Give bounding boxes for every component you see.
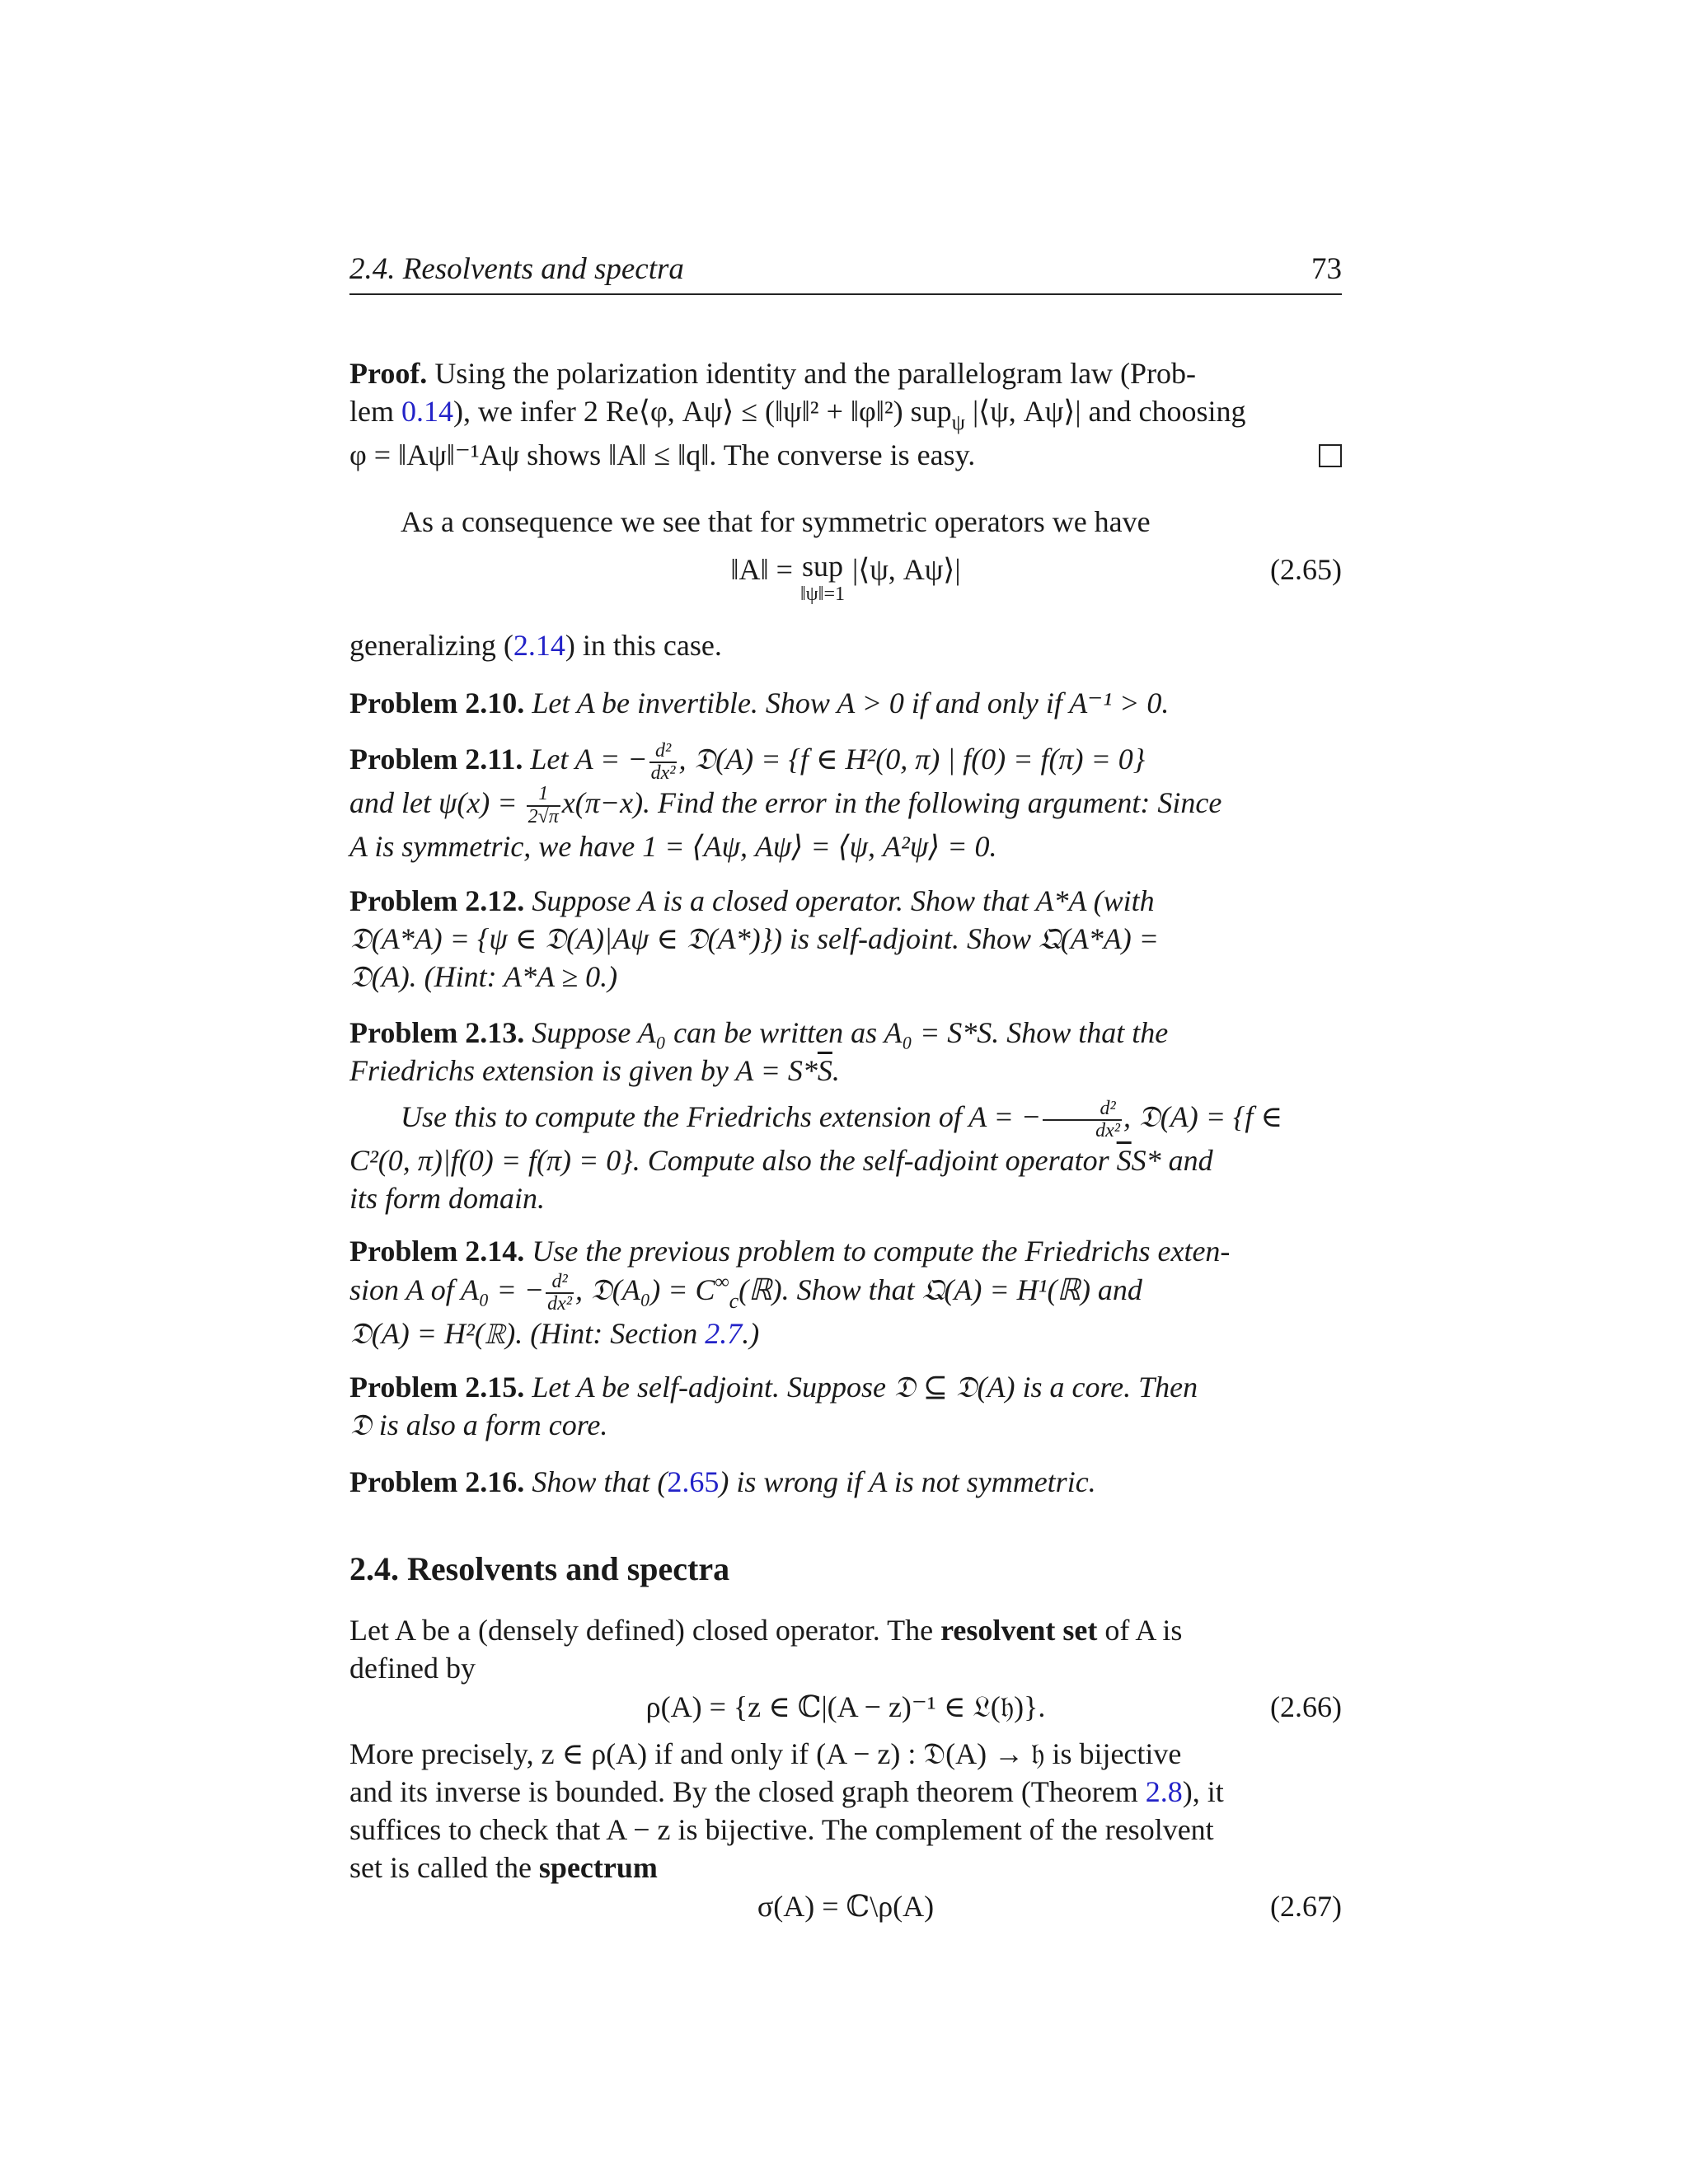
problem-2-14-sub: c (729, 1289, 739, 1314)
generalizing-paragraph (349, 626, 1342, 664)
sup-operator (800, 551, 845, 605)
resolvent-l1b: of A is (1097, 1614, 1183, 1647)
proof-paragraph (349, 354, 1342, 474)
problem-2-13-l5: its form domain. (349, 1182, 546, 1216)
problem-2-14-l2c: (ℝ). Show that 𝔔(A) = H¹(ℝ) and (738, 1273, 1142, 1307)
problem-2-14-l1: Use the previous problem to compute the Friedrichs exten- (532, 1235, 1231, 1268)
generalizing-pre: generalizing ( (349, 629, 513, 662)
resolvent-set-term: resolvent set (940, 1614, 1098, 1647)
problem-2-16-label: Problem 2.16. (349, 1465, 525, 1498)
problem-2-13-l4a: C²(0, π)|f(0) = f(π) = 0}. Compute also the self-adjoint operator (349, 1144, 1117, 1178)
consequence-paragraph (349, 503, 1342, 541)
fraction-1-2sqrtpi (527, 784, 560, 827)
problem-2-13-overline-s-2: $\overline{S}$ (1116, 1144, 1132, 1178)
problem-2-12 (349, 882, 1342, 996)
page-number: 73 (1311, 251, 1342, 286)
fraction-d2-dx2 (649, 741, 678, 784)
problem-2-15-l1: Let A be self-adjoint. Suppose 𝔇 ⊆ 𝔇(A) is a core. Then (532, 1371, 1198, 1404)
equation-number-2-66: (2.66) (1270, 1690, 1342, 1723)
problem-2-11-l3: A is symmetric, we have 1 = ⟨Aψ, Aψ⟩ = ⟨ψ, A²ψ⟩ = 0. (349, 829, 997, 863)
proof-line-2-end: |⟨ψ, Aψ⟩| and choosing (964, 395, 1246, 429)
equation-number-2-67: (2.67) (1270, 1890, 1342, 1923)
problem-2-13-l2b: . (832, 1054, 840, 1088)
problem-2-10-label: Problem 2.10. (349, 687, 525, 719)
eq-265-lhs: ‖A‖ = (730, 553, 800, 586)
problem-2-15-label: Problem 2.15. (349, 1371, 525, 1404)
frac-num: d² (649, 741, 678, 763)
equation-2-66-math: ρ(A) = {z ∈ ℂ|(A − z)⁻¹ ∈ 𝔏(𝔥)}. (645, 1690, 1046, 1723)
equation-2-66 (349, 1688, 1342, 1737)
sup-limit: ‖ψ‖=1 (799, 583, 845, 605)
problem-2-13-label: Problem 2.13. (349, 1016, 525, 1049)
running-header-section: 2.4. Resolvents and spectra (349, 251, 684, 286)
problem-2-12-label: Problem 2.12. (349, 884, 525, 917)
problem-2-16-pre: Show that ( (532, 1465, 668, 1498)
generalizing-post: ) in this case. (565, 629, 722, 662)
precisely-l2b: ), it (1182, 1775, 1224, 1809)
section-heading: 2.4. Resolvents and spectra (349, 1550, 730, 1587)
problem-2-15-l2: 𝔇 is also a form core. (349, 1408, 608, 1442)
problem-2-14-l3b: .) (742, 1317, 760, 1351)
fraction-d2-dx2-c (546, 1272, 574, 1315)
precisely-l4a: set is called the (349, 1851, 539, 1885)
problem-2-12-l2: 𝔇(A*A) = {ψ ∈ 𝔇(A)|Aψ ∈ 𝔇(A*)}) is self-adjoint. Show 𝔔(A*A) = (349, 922, 1159, 956)
problem-2-13-l1: Suppose A₀ can be written as A₀ = S*S. Show that the (532, 1016, 1169, 1049)
problem-2-13 (349, 1014, 1342, 1217)
problem-2-14-l2a: sion A of A₀ = − (349, 1273, 545, 1307)
frac2-den: 2√π (528, 805, 559, 827)
precisely-l1: More precisely, z ∈ ρ(A) if and only if (A − z) : 𝔇(A) → 𝔥 is bijective (349, 1737, 1182, 1770)
frac-den-c: dx² (547, 1292, 573, 1315)
problem-2-11-l1b: , 𝔇(A) = {f ∈ H²(0, π) | f(0) = f(π) = 0} (678, 743, 1146, 776)
problem-2-11-l2b: x(π−x). Find the error in the following argument: Since (561, 785, 1222, 819)
problem-2-13-l3a: Use this to compute the Friedrichs extension of A = − (401, 1100, 1042, 1134)
problem-2-14-label: Problem 2.14. (349, 1235, 525, 1268)
problem-2-14-sup: ∞ (715, 1272, 729, 1294)
ref-link-2-65[interactable]: 2.65 (667, 1465, 720, 1498)
resolvent-l2: defined by (349, 1652, 476, 1685)
problem-2-10 (349, 684, 1342, 722)
consequence-text: As a consequence we see that for symmetric operators we have (401, 505, 1151, 538)
ref-link-2-8[interactable]: 2.8 (1145, 1775, 1183, 1809)
problem-2-15 (349, 1368, 1342, 1444)
resolvent-paragraph (349, 1611, 1342, 1687)
problem-2-16-post: ) is wrong if A is not symmetric. (719, 1465, 1096, 1498)
equation-2-65-math (349, 551, 1342, 605)
proof-line-2-pre: lem (349, 395, 401, 429)
problem-2-14 (349, 1232, 1342, 1352)
equation-2-67-math: σ(A) = ℂ\ρ(A) (757, 1890, 935, 1923)
frac-num-b: d² (1043, 1099, 1122, 1121)
precisely-l2a: and its inverse is bounded. By the closed graph theorem (Theorem (349, 1775, 1146, 1809)
problem-2-11-l1a: Let A = − (530, 743, 648, 776)
problem-2-10-text: Let A be invertible. Show A > 0 if and only if A⁻¹ > 0. (532, 687, 1170, 719)
ref-link-2-7[interactable]: 2.7 (705, 1317, 743, 1351)
frac-den-b: dx² (1095, 1119, 1121, 1141)
proof-line-2: ), we infer 2 Re⟨φ, Aψ⟩ ≤ (‖ψ‖² + ‖φ‖²) sup (452, 395, 952, 429)
frac2-num: 1 (527, 784, 560, 806)
problem-2-11 (349, 740, 1342, 865)
problem-2-12-l1: Suppose A is a closed operator. Show that A*A (with (532, 884, 1155, 917)
problem-2-14-l3a: 𝔇(A) = H²(ℝ). (Hint: Section (349, 1317, 706, 1351)
sup-op-text: sup (801, 550, 843, 583)
frac-den: dx² (650, 762, 676, 784)
precisely-paragraph (349, 1735, 1342, 1886)
equation-number-2-65: (2.65) (1270, 553, 1342, 586)
frac-num-c: d² (546, 1272, 574, 1294)
ref-link-2-14[interactable]: 2.14 (513, 629, 565, 662)
problem-2-16 (349, 1463, 1342, 1501)
problem-2-13-l3b: , 𝔇(A) = {f ∈ (1123, 1100, 1283, 1134)
problem-2-13-overline-s: $\overline{S}$ (817, 1054, 832, 1088)
equation-2-65 (349, 551, 1342, 616)
spectrum-term: spectrum (538, 1851, 658, 1885)
fraction-d2-dx2-b (1043, 1099, 1122, 1141)
problem-2-13-l4b: S* and (1131, 1144, 1213, 1178)
proof-line-1: Using the polarization identity and the parallelogram law (Prob- (434, 357, 1197, 390)
eq-265-rhs: |⟨ψ, Aψ⟩| (844, 553, 961, 586)
proof-line-3: φ = ‖Aψ‖⁻¹Aψ shows ‖A‖ ≤ ‖q‖. The converse is easy. (349, 438, 976, 472)
ref-link-0-14[interactable]: 0.14 (401, 395, 453, 429)
resolvent-l1a: Let A be a (densely defined) closed operator. The (349, 1614, 941, 1647)
problem-2-13-l2a: Friedrichs extension is given by A = S* (349, 1054, 818, 1088)
precisely-l3: suffices to check that A − z is bijective. The complement of the resolvent (349, 1813, 1214, 1847)
proof-sup-subscript: ψ (951, 410, 965, 435)
problem-2-12-l3: 𝔇(A). (Hint: A*A ≥ 0.) (349, 960, 618, 994)
equation-2-67 (349, 1887, 1342, 1937)
problem-2-11-label: Problem 2.11. (349, 743, 523, 776)
qed-square-icon (1319, 444, 1342, 467)
running-header (349, 247, 1342, 295)
problem-2-14-l2b: , 𝔇(A₀) = C (575, 1273, 715, 1307)
problem-2-11-l2a: and let ψ(x) = (349, 785, 525, 819)
proof-label: Proof. (349, 357, 428, 390)
